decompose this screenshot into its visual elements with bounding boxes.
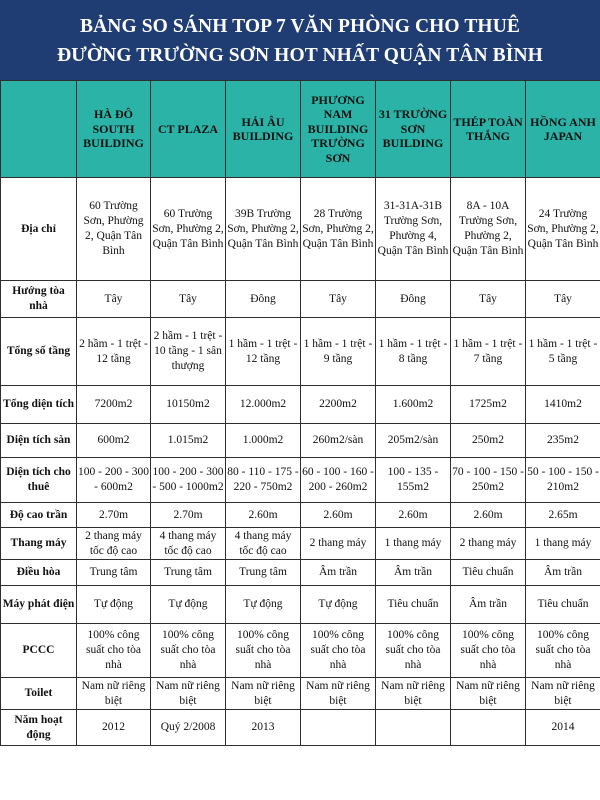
- table-cell: 260m2/sàn: [301, 424, 376, 458]
- table-cell: Nam nữ riêng biệt: [301, 678, 376, 710]
- row-label: PCCC: [1, 624, 77, 678]
- table-cell: 600m2: [77, 424, 151, 458]
- table-cell: 24 Trường Sơn, Phường 2, Quận Tân Bình: [526, 178, 600, 281]
- table-cell: Nam nữ riêng biệt: [526, 678, 600, 710]
- table-cell: Âm trần: [451, 586, 526, 624]
- table-cell: 2.70m: [151, 503, 226, 528]
- table-row: [1, 560, 600, 586]
- header-building-name: HÀ ĐÔ SOUTH BUILDING: [77, 81, 151, 178]
- table-row: [1, 678, 600, 710]
- table-cell: 2013: [226, 710, 301, 746]
- table-row: [1, 624, 600, 678]
- title-line-1: BẢNG SO SÁNH TOP 7 VĂN PHÒNG CHO THUÊ: [79, 16, 520, 37]
- table-cell: 2200m2: [301, 386, 376, 424]
- title-line-2: ĐƯỜNG TRƯỜNG SƠN HOT NHẤT QUẬN TÂN BÌNH: [57, 45, 543, 66]
- table-cell: [451, 710, 526, 746]
- row-label: Toilet: [1, 678, 77, 710]
- header-building-name: PHƯƠNG NAM BUILDING TRƯỜNG SƠN: [301, 81, 376, 178]
- table-cell: Tiêu chuẩn: [376, 586, 451, 624]
- table-cell: 1 hầm - 1 trệt - 7 tầng: [451, 318, 526, 386]
- row-label: Thang máy: [1, 528, 77, 560]
- table-row: [1, 424, 600, 458]
- table-cell: 4 thang máy tốc độ cao: [151, 528, 226, 560]
- table-cell: 100 - 135 - 155m2: [376, 458, 451, 503]
- table-cell: 70 - 100 - 150 - 250m2: [451, 458, 526, 503]
- table-row: [1, 710, 600, 746]
- table-cell: 2 thang máy: [301, 528, 376, 560]
- table-cell: 1 thang máy: [376, 528, 451, 560]
- table-cell: 2 hầm - 1 trệt - 12 tầng: [77, 318, 151, 386]
- table-cell: 2 thang máy: [451, 528, 526, 560]
- row-label: Tổng số tầng: [1, 318, 77, 386]
- table-cell: 100 - 200 - 300 - 600m2: [77, 458, 151, 503]
- header-building-name: HẢI ÂU BUILDING: [226, 81, 301, 178]
- table-cell: 10150m2: [151, 386, 226, 424]
- table-cell: [376, 710, 451, 746]
- table-cell: Nam nữ riêng biệt: [376, 678, 451, 710]
- table-cell: 2.70m: [77, 503, 151, 528]
- table-cell: Trung tâm: [226, 560, 301, 586]
- header-building-name: HỒNG ANH JAPAN: [526, 81, 600, 178]
- table-cell: Tây: [301, 281, 376, 318]
- header-row: [1, 81, 600, 178]
- table-cell: Tự động: [226, 586, 301, 624]
- table-row: [1, 386, 600, 424]
- table-cell: 4 thang máy tốc độ cao: [226, 528, 301, 560]
- table-cell: 2.65m: [526, 503, 600, 528]
- table-cell: 100% công suất cho tòa nhà: [151, 624, 226, 678]
- table-cell: 1725m2: [451, 386, 526, 424]
- table-cell: Nam nữ riêng biệt: [451, 678, 526, 710]
- table-cell: 100 - 200 - 300 - 500 - 1000m2: [151, 458, 226, 503]
- table-cell: Quý 2/2008: [151, 710, 226, 746]
- table-cell: 100% công suất cho tòa nhà: [301, 624, 376, 678]
- table-cell: Tây: [77, 281, 151, 318]
- row-label: Điều hòa: [1, 560, 77, 586]
- table-cell: Âm trần: [526, 560, 600, 586]
- table-cell: Đông: [226, 281, 301, 318]
- table-cell: 250m2: [451, 424, 526, 458]
- table-cell: Đông: [376, 281, 451, 318]
- row-label: Tổng diện tích: [1, 386, 77, 424]
- table-cell: 1 hầm - 1 trệt - 5 tầng: [526, 318, 600, 386]
- table-cell: Trung tâm: [151, 560, 226, 586]
- table-cell: 8A - 10A Trường Sơn, Phường 2, Quận Tân Bình: [451, 178, 526, 281]
- table-row: [1, 458, 600, 503]
- table-row: [1, 281, 600, 318]
- table-cell: 60 - 100 - 160 - 200 - 260m2: [301, 458, 376, 503]
- table-cell: Tây: [526, 281, 600, 318]
- table-cell: 2.60m: [301, 503, 376, 528]
- table-cell: 1.015m2: [151, 424, 226, 458]
- table-row: [1, 528, 600, 560]
- table-cell: Nam nữ riêng biệt: [226, 678, 301, 710]
- table-cell: Nam nữ riêng biệt: [77, 678, 151, 710]
- title-banner: [0, 0, 600, 80]
- table-cell: 1410m2: [526, 386, 600, 424]
- table-cell: 12.000m2: [226, 386, 301, 424]
- table-row: [1, 178, 600, 281]
- table-cell: 2 thang máy tốc độ cao: [77, 528, 151, 560]
- table-row: [1, 586, 600, 624]
- table-cell: 1 thang máy: [526, 528, 600, 560]
- table-cell: 7200m2: [77, 386, 151, 424]
- header-building-name: 31 TRƯỜNG SƠN BUILDING: [376, 81, 451, 178]
- header-building-name: CT PLAZA: [151, 81, 226, 178]
- table-cell: 205m2/sàn: [376, 424, 451, 458]
- table-cell: 1 hầm - 1 trệt - 12 tầng: [226, 318, 301, 386]
- table-cell: 1 hầm - 1 trệt - 8 tầng: [376, 318, 451, 386]
- table-row: [1, 318, 600, 386]
- table-cell: 100% công suất cho tòa nhà: [526, 624, 600, 678]
- row-label: Máy phát điện: [1, 586, 77, 624]
- table-cell: 2 hầm - 1 trệt - 10 tầng - 1 sân thượng: [151, 318, 226, 386]
- row-label: Diện tích cho thuê: [1, 458, 77, 503]
- table-cell: 1.000m2: [226, 424, 301, 458]
- row-label: Diện tích sàn: [1, 424, 77, 458]
- table-cell: Tiêu chuẩn: [451, 560, 526, 586]
- table-cell: 1 hầm - 1 trệt - 9 tầng: [301, 318, 376, 386]
- table-cell: Trung tâm: [77, 560, 151, 586]
- header-building-name: THÉP TOÀN THẮNG: [451, 81, 526, 178]
- table-cell: Tự động: [77, 586, 151, 624]
- table-cell: 31-31A-31B Trường Sơn, Phường 4, Quận Tân Bình: [376, 178, 451, 281]
- table-cell: Nam nữ riêng biệt: [151, 678, 226, 710]
- row-label: Hướng tòa nhà: [1, 281, 77, 318]
- table-cell: 60 Trường Sơn, Phường 2, Quận Tân Bình: [151, 178, 226, 281]
- table-row: [1, 503, 600, 528]
- table-cell: 1.600m2: [376, 386, 451, 424]
- table-cell: 28 Trường Sơn, Phường 2, Quận Tân Bình: [301, 178, 376, 281]
- table-cell: 100% công suất cho tòa nhà: [77, 624, 151, 678]
- row-label: Địa chỉ: [1, 178, 77, 281]
- table-cell: 39B Trường Sơn, Phường 2, Quận Tân Bình: [226, 178, 301, 281]
- table-cell: 2014: [526, 710, 600, 746]
- table-cell: 50 - 100 - 150 - 210m2: [526, 458, 600, 503]
- comparison-table: [0, 80, 600, 746]
- table-cell: 80 - 110 - 175 - 220 - 750m2: [226, 458, 301, 503]
- table-cell: Âm trần: [376, 560, 451, 586]
- table-cell: 235m2: [526, 424, 600, 458]
- table-cell: 100% công suất cho tòa nhà: [376, 624, 451, 678]
- table-cell: Tây: [451, 281, 526, 318]
- row-label: Độ cao trần: [1, 503, 77, 528]
- table-cell: Tây: [151, 281, 226, 318]
- table-cell: [301, 710, 376, 746]
- table-cell: Tự động: [301, 586, 376, 624]
- table-cell: Âm trần: [301, 560, 376, 586]
- header-corner-cell: [1, 81, 77, 178]
- table-cell: 2.60m: [451, 503, 526, 528]
- table-cell: 100% công suất cho tòa nhà: [451, 624, 526, 678]
- table-cell: Tiêu chuẩn: [526, 586, 600, 624]
- table-cell: 2012: [77, 710, 151, 746]
- table-cell: 2.60m: [226, 503, 301, 528]
- table-cell: 60 Trường Sơn, Phường 2, Quận Tân Bình: [77, 178, 151, 281]
- table-cell: Tự động: [151, 586, 226, 624]
- table-cell: 2.60m: [376, 503, 451, 528]
- row-label: Năm hoạt động: [1, 710, 77, 746]
- table-cell: 100% công suất cho tòa nhà: [226, 624, 301, 678]
